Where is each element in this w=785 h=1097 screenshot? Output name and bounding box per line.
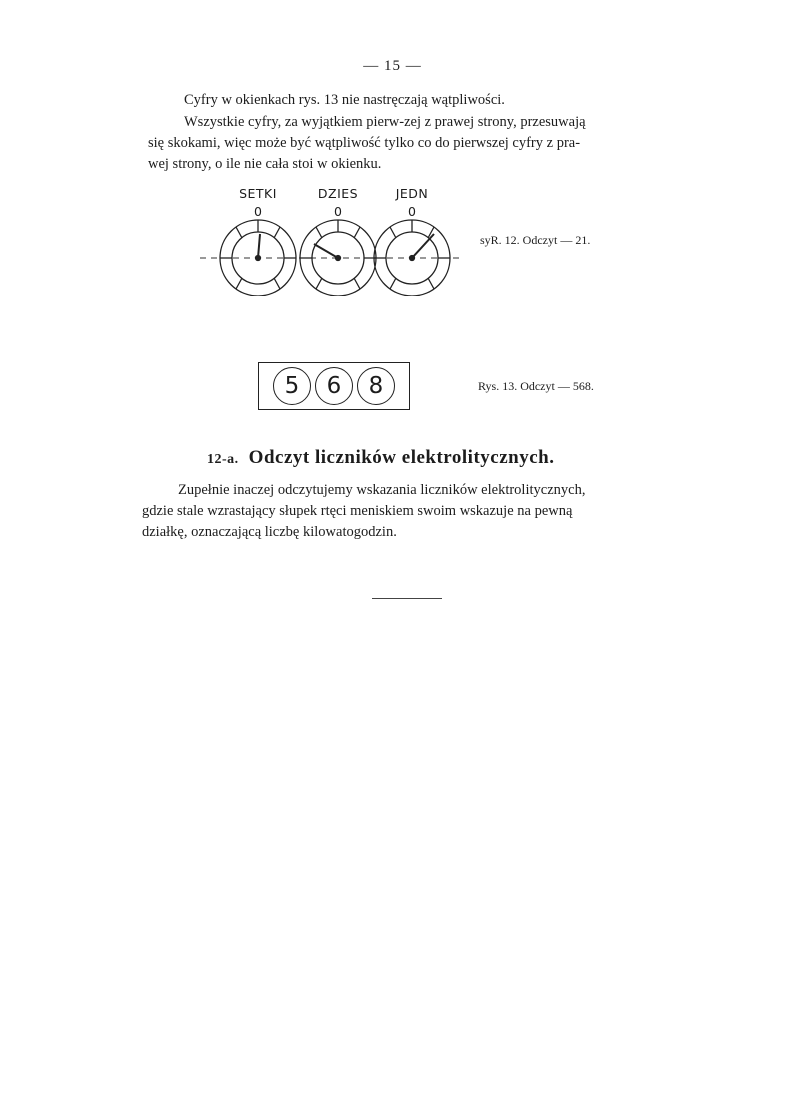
dial-zero-mark: 0	[334, 204, 342, 219]
figure13-caption: Rys. 13. Odczyt — 568.	[478, 379, 594, 393]
digit-window-counter	[258, 362, 410, 410]
dial-zero-mark: 0	[254, 204, 262, 219]
paragraph-intro: Cyfry w okienkach rys. 13 nie nastręczają wątpliwości.	[184, 92, 505, 108]
paragraph-line: wej strony, o ile nie cała stoi w okienku.	[148, 156, 382, 172]
end-rule	[372, 598, 442, 599]
paragraph-line: Wszystkie cyfry, za wyjątkiem pierw-zej z prawej strony, przesuwają	[184, 114, 586, 130]
paragraph-line: Zupełnie inaczej odczytujemy wskazania liczników elektrolitycznych,	[178, 482, 586, 498]
dial-label-units: JEDN	[395, 186, 429, 201]
paragraph-line: działkę, oznaczającą liczbę kilowatogodzin.	[142, 524, 397, 540]
dial-tens	[300, 220, 376, 296]
paragraph-line: się skokami, więc może być wątpliwość tylko co do pierwszej cyfry z pra-	[148, 135, 581, 151]
dial-label-tens: DZIES	[317, 186, 359, 201]
dial-hundreds	[220, 220, 296, 296]
section-title: Odczyt liczników elektrolitycznych.	[248, 447, 555, 468]
section-heading	[207, 447, 554, 469]
counter-digit: 6	[315, 367, 353, 405]
figure-dial-counter	[196, 186, 466, 296]
paragraph-electrolytic	[142, 480, 585, 543]
dial-zero-mark: 0	[408, 204, 416, 219]
counter-digit: 5	[273, 367, 311, 405]
dial-units	[374, 220, 450, 296]
figure12-caption: syR. 12. Odczyt — 21.	[480, 233, 591, 247]
dials-drawing	[196, 186, 466, 296]
section-number: 12-a.	[207, 452, 239, 467]
counter-digit: 8	[357, 367, 395, 405]
page-number: — 15 —	[363, 58, 422, 74]
paragraph-line: gdzie stale wzrastający słupek rtęci meniskiem swoim wskazuje na pewną	[142, 503, 573, 519]
dial-label-hundreds: SETKI	[239, 186, 277, 201]
paragraph-digits	[148, 112, 586, 175]
